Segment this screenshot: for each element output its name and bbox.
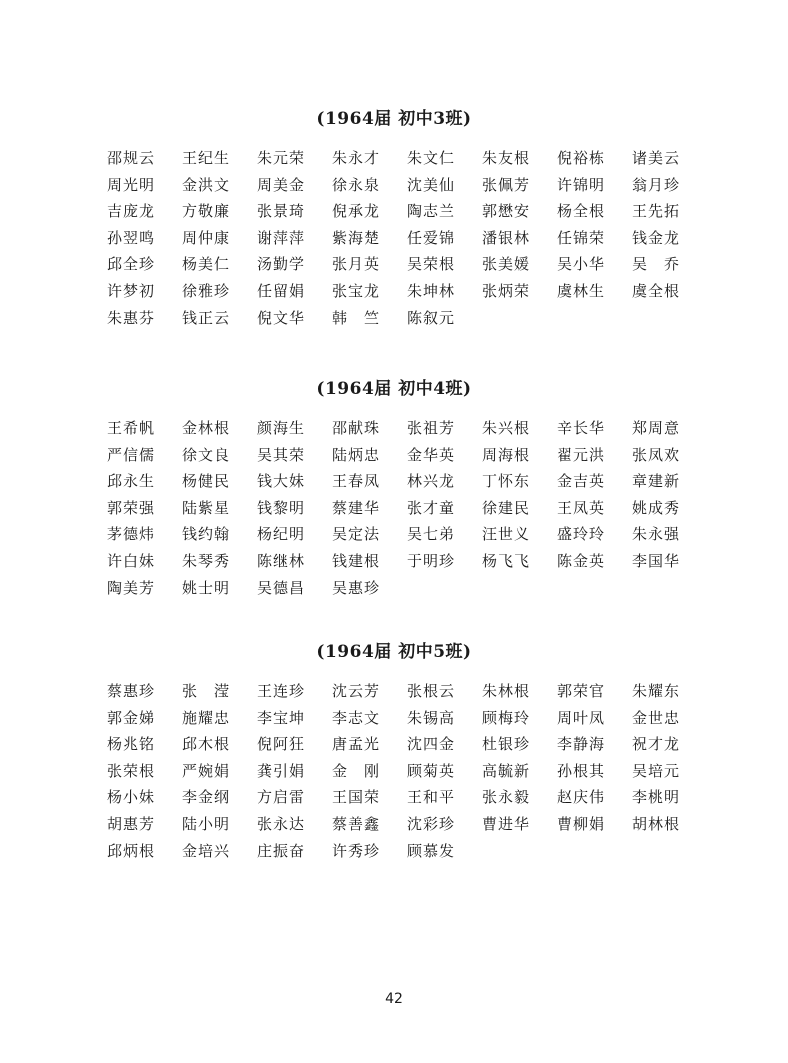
- student-name: 张荣根: [107, 761, 156, 780]
- student-name: 杨飞飞: [482, 551, 531, 570]
- name-grid: [107, 415, 707, 601]
- student-name: 杨美仁: [182, 255, 231, 274]
- student-name: 赵庆伟: [557, 788, 606, 807]
- student-name: 钱黎明: [257, 498, 306, 517]
- student-name: 郑周意: [632, 419, 681, 437]
- student-name: 钱正云: [182, 308, 231, 327]
- name-row: [107, 575, 707, 602]
- student-name: 方启雷: [257, 788, 306, 807]
- student-name: 严信儒: [107, 445, 156, 464]
- student-name: 祝才龙: [632, 735, 681, 754]
- student-name: 朱文仁: [407, 149, 456, 167]
- section-heading: (1964届 初中5班): [316, 642, 472, 662]
- name-row: [107, 198, 707, 225]
- student-name: 朱锡高: [407, 708, 456, 727]
- student-name: 朱元荣: [257, 149, 306, 167]
- student-name: 王和平: [407, 788, 456, 807]
- student-name: 朱友根: [482, 149, 531, 167]
- student-name: 翟元洪: [557, 445, 606, 464]
- student-name: 沈云芳: [332, 682, 381, 700]
- student-name: 倪裕栋: [557, 149, 606, 167]
- name-row: [107, 678, 707, 705]
- student-name: 李志文: [332, 708, 381, 727]
- student-name: 朱兴根: [482, 419, 531, 437]
- student-name: 徐永泉: [332, 175, 381, 194]
- student-name: 徐建民: [482, 498, 531, 517]
- student-name: 钱金龙: [632, 228, 681, 247]
- student-name: 龚引娟: [257, 761, 306, 780]
- student-name: 许秀珍: [332, 841, 381, 860]
- student-name: 任爱锦: [407, 228, 456, 247]
- student-name: 吴定法: [332, 525, 381, 544]
- student-name: 于明珍: [407, 551, 456, 570]
- student-name: 汪世义: [482, 525, 531, 544]
- name-row: [107, 172, 707, 199]
- student-name: 丁怀东: [482, 472, 531, 491]
- student-name: 许白妹: [107, 551, 156, 570]
- student-name: 杨健民: [182, 472, 231, 491]
- student-name: 陈金英: [557, 551, 606, 570]
- student-name: 吴其荣: [257, 445, 306, 464]
- student-name: 李静海: [557, 735, 606, 754]
- student-name: 方敬廉: [182, 202, 231, 221]
- name-row: [107, 251, 707, 278]
- student-name: 邱全珍: [107, 255, 156, 274]
- student-name: 邱炳根: [107, 841, 156, 860]
- name-row: [107, 811, 707, 838]
- student-name: 顾菊英: [407, 761, 456, 780]
- student-name: 张美媛: [482, 255, 531, 274]
- student-name: 吴德昌: [257, 578, 306, 597]
- student-name: 庄振奋: [257, 841, 306, 860]
- name-row: [107, 442, 707, 469]
- student-name: 谢萍萍: [257, 228, 306, 247]
- student-name: 周叶凤: [557, 708, 606, 727]
- page-number: 42: [385, 991, 403, 1007]
- student-name: 李宝坤: [257, 708, 306, 727]
- student-name: 朱坤林: [407, 281, 456, 300]
- student-name: 曹柳娟: [557, 814, 606, 833]
- student-name: 张凤欢: [632, 445, 681, 464]
- student-name: 倪阿狂: [257, 735, 306, 754]
- name-grid: [107, 678, 707, 864]
- student-name: 许锦明: [557, 175, 606, 194]
- student-name: 徐雅珍: [182, 281, 231, 300]
- student-name: 吴 乔: [632, 255, 681, 274]
- student-name: 严婉娟: [182, 761, 231, 780]
- student-name: 吉庞龙: [107, 202, 156, 221]
- student-name: 虞全根: [632, 281, 681, 300]
- student-name: 杨纪明: [257, 525, 306, 544]
- student-name: 邵献珠: [332, 419, 381, 437]
- student-name: 张佩芳: [482, 175, 531, 194]
- student-name: 顾梅玲: [482, 708, 531, 727]
- student-name: 章建新: [632, 472, 681, 491]
- student-name: 杨全根: [557, 202, 606, 221]
- student-name: 倪承龙: [332, 202, 381, 221]
- student-name: 施耀忠: [182, 708, 231, 727]
- student-name: 陆炳忠: [332, 445, 381, 464]
- student-name: 金华英: [407, 445, 456, 464]
- student-name: 王先拓: [632, 202, 681, 221]
- student-name: 钱约翰: [182, 525, 231, 544]
- student-name: 潘银林: [482, 228, 531, 247]
- name-row: [107, 521, 707, 548]
- student-name: 茅德炜: [107, 525, 156, 544]
- student-name: 朱惠芬: [107, 308, 156, 327]
- student-name: 吴培元: [632, 761, 681, 780]
- student-name: 金洪文: [182, 175, 231, 194]
- student-name: 吴小华: [557, 255, 606, 274]
- student-name: 陈叙元: [407, 308, 456, 327]
- student-name: 邱永生: [107, 472, 156, 491]
- student-name: 朱永才: [332, 149, 381, 167]
- student-name: 张根云: [407, 682, 456, 700]
- student-name: 陶志兰: [407, 202, 456, 221]
- student-name: 蔡建华: [332, 498, 381, 517]
- student-name: 李金纲: [182, 788, 231, 807]
- student-name: 钱大妹: [257, 472, 306, 491]
- student-name: 沈美仙: [407, 175, 456, 194]
- student-name: 胡惠芳: [107, 814, 156, 833]
- student-name: 张 滢: [182, 682, 231, 700]
- student-name: 高毓新: [482, 761, 531, 780]
- student-name: 朱琴秀: [182, 551, 231, 570]
- name-row: [107, 415, 707, 442]
- student-name: 蔡善鑫: [332, 814, 381, 833]
- student-name: 张祖芳: [407, 419, 456, 437]
- student-name: 杜银珍: [482, 735, 531, 754]
- student-name: 张炳荣: [482, 281, 531, 300]
- student-name: 杨兆铭: [107, 735, 156, 754]
- student-name: 姚士明: [182, 578, 231, 597]
- name-row: [107, 145, 707, 172]
- student-name: 郭荣强: [107, 498, 156, 517]
- name-row: [107, 731, 707, 758]
- name-row: [107, 278, 707, 305]
- student-name: 朱林根: [482, 682, 531, 700]
- student-name: 辛长华: [557, 419, 606, 437]
- section-heading: (1964届 初中3班): [316, 109, 472, 129]
- student-name: 王国荣: [332, 788, 381, 807]
- student-name: 吴荣根: [407, 255, 456, 274]
- student-name: 盛玲玲: [557, 525, 606, 544]
- student-name: 王纪生: [182, 149, 231, 167]
- student-name: 郭金娣: [107, 708, 156, 727]
- student-name: 金吉英: [557, 472, 606, 491]
- student-name: 杨小妹: [107, 788, 156, 807]
- student-name: 许梦初: [107, 281, 156, 300]
- student-name: 林兴龙: [407, 472, 456, 491]
- student-name: 紫海楚: [332, 228, 381, 247]
- student-name: 孙根其: [557, 761, 606, 780]
- student-name: 王连珍: [257, 682, 306, 700]
- student-name: 金世忠: [632, 708, 681, 727]
- student-name: 王春凤: [332, 472, 381, 491]
- student-name: 任锦荣: [557, 228, 606, 247]
- student-name: 张才童: [407, 498, 456, 517]
- student-name: 王希帆: [107, 419, 156, 437]
- student-name: 曹进华: [482, 814, 531, 833]
- student-name: 任留娟: [257, 281, 306, 300]
- name-row: [107, 758, 707, 785]
- student-name: 翁月珍: [632, 175, 681, 194]
- student-name: 钱建根: [332, 551, 381, 570]
- student-name: 沈四金: [407, 735, 456, 754]
- student-name: 周美金: [257, 175, 306, 194]
- student-name: 汤勤学: [257, 255, 306, 274]
- student-name: 李国华: [632, 551, 681, 570]
- student-name: 朱永强: [632, 525, 681, 544]
- student-name: 郭懋安: [482, 202, 531, 221]
- student-name: 姚成秀: [632, 498, 681, 517]
- student-name: 张景琦: [257, 202, 306, 221]
- student-name: 周光明: [107, 175, 156, 194]
- name-row: [107, 784, 707, 811]
- student-name: 倪文华: [257, 308, 306, 327]
- name-row: [107, 305, 707, 332]
- student-name: 王凤英: [557, 498, 606, 517]
- student-name: 胡林根: [632, 814, 681, 833]
- student-name: 周海根: [482, 445, 531, 464]
- student-name: 韩 竺: [332, 308, 381, 327]
- student-name: 李桃明: [632, 788, 681, 807]
- student-name: 虞林生: [557, 281, 606, 300]
- name-row: [107, 838, 707, 865]
- student-name: 吴七弟: [407, 525, 456, 544]
- student-name: 陶美芳: [107, 578, 156, 597]
- name-row: [107, 705, 707, 732]
- student-name: 吴惠珍: [332, 578, 381, 597]
- student-name: 金培兴: [182, 841, 231, 860]
- student-name: 孙翌鸣: [107, 228, 156, 247]
- student-name: 金 刚: [332, 761, 381, 780]
- student-name: 张永毅: [482, 788, 531, 807]
- student-name: 陈继林: [257, 551, 306, 570]
- student-name: 郭荣官: [557, 682, 606, 700]
- student-name: 张月英: [332, 255, 381, 274]
- student-name: 张永达: [257, 814, 306, 833]
- student-name: 颜海生: [257, 419, 306, 437]
- student-name: 蔡惠珍: [107, 682, 156, 700]
- name-row: [107, 225, 707, 252]
- name-row: [107, 495, 707, 522]
- student-name: 朱耀东: [632, 682, 681, 700]
- student-name: 张宝龙: [332, 281, 381, 300]
- student-name: 周仲康: [182, 228, 231, 247]
- student-name: 诸美云: [632, 149, 681, 167]
- section-heading: (1964届 初中4班): [316, 379, 472, 399]
- name-row: [107, 468, 707, 495]
- student-name: 陆紫星: [182, 498, 231, 517]
- name-row: [107, 548, 707, 575]
- student-name: 邵规云: [107, 149, 156, 167]
- student-name: 徐文良: [182, 445, 231, 464]
- student-name: 顾慕发: [407, 841, 456, 860]
- student-name: 沈彩珍: [407, 814, 456, 833]
- student-name: 唐孟光: [332, 735, 381, 754]
- student-name: 邱木根: [182, 735, 231, 754]
- name-grid: [107, 145, 707, 331]
- student-name: 金林根: [182, 419, 231, 437]
- student-name: 陆小明: [182, 814, 231, 833]
